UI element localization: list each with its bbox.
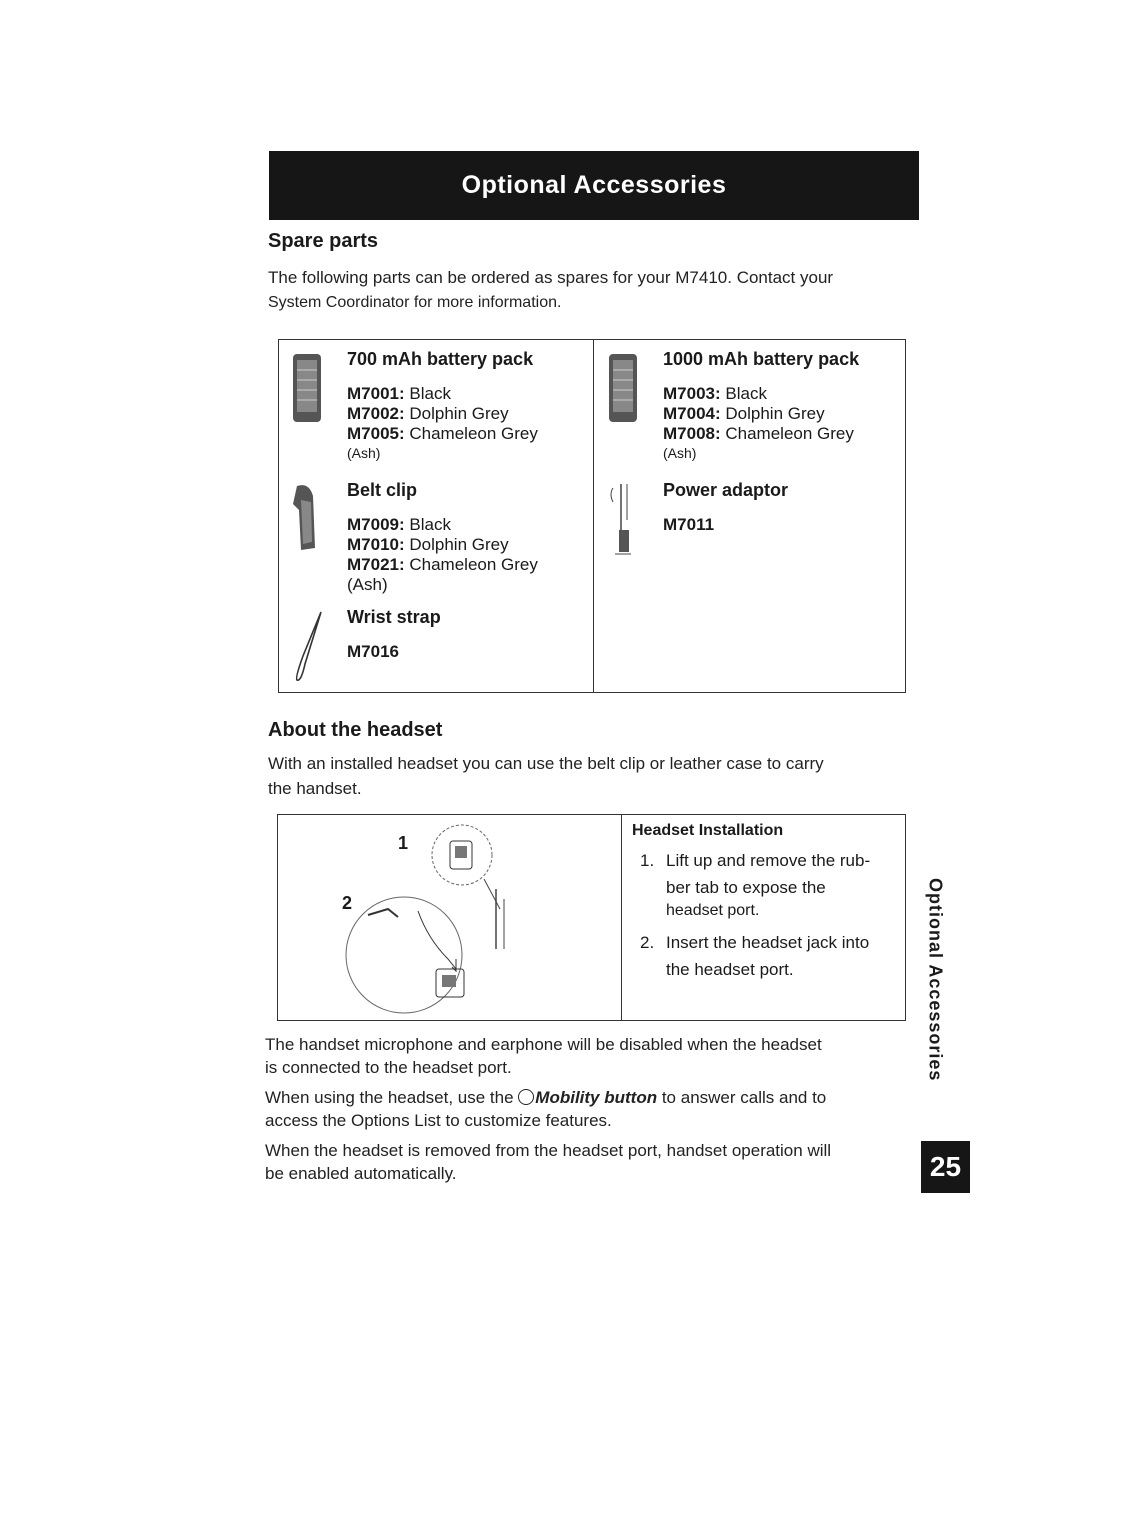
item-line: M7005: Chameleon Grey bbox=[347, 424, 538, 443]
item-line: M7008: Chameleon Grey bbox=[663, 424, 854, 443]
headset-paragraph-disabled: The handset microphone and earphone will be disabled when the headset is connected to the headset port. bbox=[265, 1035, 822, 1077]
item-wrist-strap: Wrist strap M7016 bbox=[347, 607, 441, 661]
figure-label-2: 2 bbox=[342, 893, 353, 913]
item-line: M7003: Black bbox=[663, 384, 767, 403]
headset-heading: About the headset bbox=[268, 719, 443, 741]
belt-clip-icon bbox=[287, 480, 323, 556]
power-adaptor-icon bbox=[605, 480, 643, 566]
item-line: M7010: Dolphin Grey bbox=[347, 535, 509, 554]
item-line: M7009: Black bbox=[347, 515, 451, 534]
page-title-banner bbox=[269, 151, 919, 220]
chapter-side-tab: Optional Accessories bbox=[925, 878, 946, 1082]
spare-parts-table bbox=[278, 339, 906, 693]
headset-intro: With an installed headset you can use the belt clip or leather case to carry the handset. bbox=[268, 754, 824, 798]
item-battery-700: 700 mAh battery pack M7001: Black M7002: Dolphin Grey M7005: Chameleon Grey (Ash) bbox=[347, 349, 587, 462]
headset-installation-illustration bbox=[328, 819, 578, 1015]
table-divider bbox=[593, 340, 594, 692]
battery-pack-icon bbox=[605, 350, 643, 426]
table-divider bbox=[621, 815, 622, 1020]
item-line: M7004: Dolphin Grey bbox=[663, 404, 825, 423]
figure-label-1: 1 bbox=[398, 833, 409, 853]
headset-paragraph-mobility: When using the headset, use the Mobility button to answer calls and to access the Options List to customize features. bbox=[265, 1088, 827, 1130]
item-line: M7002: Dolphin Grey bbox=[347, 404, 509, 423]
item-line: M7001: Black bbox=[347, 384, 451, 403]
item-power-adaptor: Power adaptor M7011 bbox=[663, 480, 789, 534]
mobility-button-label: Mobility button bbox=[535, 1088, 658, 1107]
item-battery-1000: 1000 mAh battery pack M7003: Black M7004: Dolphin Grey M7008: Chameleon Grey (Ash) bbox=[663, 349, 903, 462]
wrist-strap-icon bbox=[285, 608, 329, 684]
headset-paragraph-removed: When the headset is removed from the headset port, handset operation will be enabled automatically. bbox=[265, 1141, 832, 1183]
item-belt-clip: Belt clip M7009: Black M7010: Dolphin Grey M7021: Chameleon Grey (Ash) bbox=[347, 480, 587, 595]
spare-parts-intro: The following parts can be ordered as spares for your M7410. Contact your System Coordinator for more information. bbox=[268, 268, 834, 311]
battery-pack-icon bbox=[289, 350, 327, 426]
mobility-button-icon bbox=[518, 1089, 534, 1105]
spare-parts-heading: Spare parts bbox=[268, 230, 379, 252]
item-line: M7021: Chameleon Grey bbox=[347, 555, 538, 574]
page-title: Optional Accessories bbox=[461, 171, 727, 199]
headset-installation-title: Headset Installation bbox=[632, 822, 784, 839]
page-number: 25 bbox=[921, 1141, 970, 1193]
headset-installation-table: 1 2 Headset Installation 1. Lift up and remove the rub- ber tab to expose the headset port. 2. Insert the headset jack into the headset port. bbox=[277, 814, 906, 1021]
